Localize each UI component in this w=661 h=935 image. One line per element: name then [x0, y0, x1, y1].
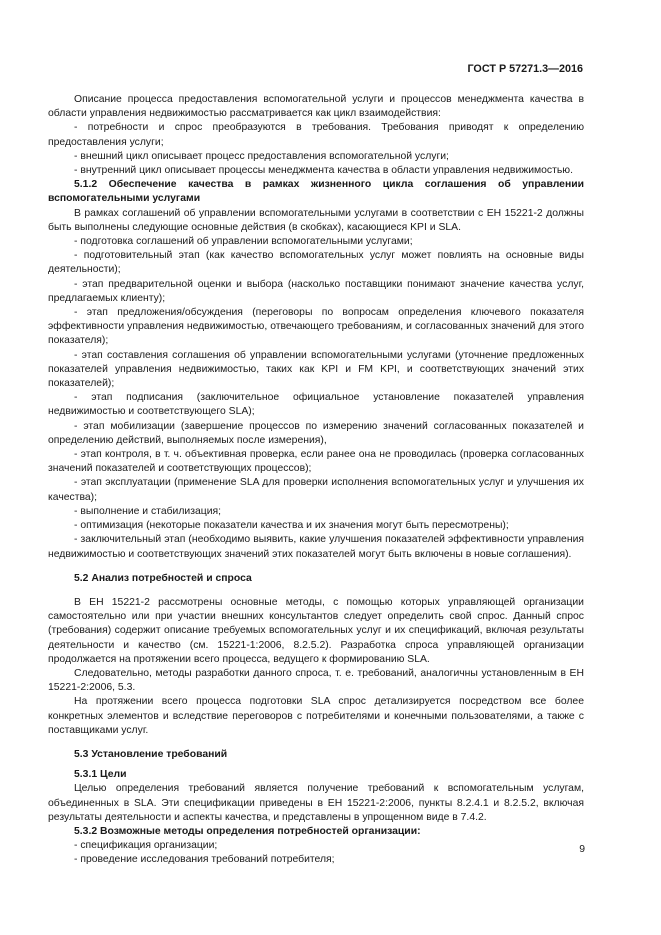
document-body	[48, 93, 584, 868]
section-heading: 5.3.1 Цели	[74, 769, 127, 781]
spacer	[48, 738, 584, 748]
list-item: - подготовка соглашений об управлении вспомогательными услугами;	[74, 236, 413, 248]
list-item: - потребности и спрос преобразуются в требования. Требования приводят к определению предоставления услуги;	[48, 122, 584, 148]
list-item: - оптимизация (некоторые показатели качества и их значения могут быть пересмотрены);	[74, 520, 509, 532]
list-item: - подготовительный этап (как качество вспомогательных услуг может повлиять на основные виды деятельности);	[48, 250, 584, 276]
section-heading: 5.3 Установление требований	[74, 748, 228, 760]
list-item: - проведение исследования требований потребителя;	[74, 854, 335, 866]
section-heading: 5.3.2 Возможные методы определения потребностей организации:	[74, 825, 421, 837]
paragraph: В рамках соглашений об управлении вспомогательными услугами в соответствии с ЕН 15221-2 должны быть выполнены следующие основные действия (в скобках), касающиеся KPI и SLA.	[48, 207, 584, 233]
list-item: - заключительный этап (необходимо выявить, какие улучшения показателей эффективности управления недвижимостью и соответствующих значений этих показателей могут быть включены в новые соглашения).	[48, 534, 584, 560]
list-item: - этап подписания (заключительное официальное установление показателей управления недвижимостью и соответствующего SLA);	[48, 392, 584, 418]
paragraph: Следовательно, методы разработки данного спроса, т. е. требований, аналогичны установленным в ЕН 15221-2:2006, 5.3.	[48, 667, 584, 694]
spacer	[48, 586, 584, 596]
spacer	[48, 562, 584, 572]
paragraph: Целью определения требований является получение требований к вспомогательным услугам, объединенных в SLA. Эти спецификации приведены в ЕН 15221-2:2006, пункты 8.2.4.1 и 8.2.5.2, включая результаты деятельности и аспекты качества, и представлены в упрощенном виде в 7.4.2.	[48, 783, 584, 823]
list-item: - внутренний цикл описывает процессы менеджмента качества в области управления недвижимостью.	[74, 165, 573, 177]
list-item: - внешний цикл описывает процесс предоставления вспомогательной услуги;	[74, 150, 449, 162]
list-item: - выполнение и стабилизация;	[74, 505, 222, 517]
list-item: - этап эксплуатации (применение SLA для проверки исполнения вспомогательных услуг и улучшения их качества);	[48, 477, 584, 503]
paragraph: В ЕН 15221-2 рассмотрены основные методы, с помощью которых управляющей организации самостоятельно или при участии внешних консультантов следует определить свой спрос. Данный спрос (требования) содержит описание требуемых вспомогательных услуг и их спецификаций, включая результаты деятельности и качество (см. 15221-1:2006, 8.2.5.2). Разработка спроса управляющей организации продолжается на протяжении всего процесса, ведущего к формированию SLA.	[48, 596, 584, 665]
list-item: - этап предложения/обсуждения (переговоры по вопросам определения ключевого показателя эффективности управления недвижимостью, отвечающего требованиям, и согласованных значений для этого показателя);	[48, 307, 584, 347]
section-heading: 5.2 Анализ потребностей и спроса	[74, 572, 252, 584]
list-item: - спецификация организации;	[74, 840, 218, 852]
paragraph: Описание процесса предоставления вспомогательной услуги и процессов менеджмента качества в области управления недвижимостью рассматривается как цикл взаимодействия:	[48, 94, 584, 120]
list-item: - этап предварительной оценки и выбора (насколько поставщики понимают значение качества услуг, предлагаемых клиенту);	[48, 278, 584, 304]
list-item: - этап контроля, в т. ч. объективная проверка, если ранее она не проводилась (проверка согласованных значений показателей и соответствующих процессов);	[48, 449, 584, 475]
list-item: - этап мобилизации (завершение процессов по измерению значений согласованных показателей и определению действий, выполняемых после измерения),	[48, 420, 584, 446]
page-number: 9	[579, 844, 585, 855]
list-item: - этап составления соглашения об управлении вспомогательными услугами (уточнение предложенных показателей управления недвижимостью, таких как KPI и FM KPI, и соответствующих значений этих показателей);	[48, 349, 584, 390]
section-heading: 5.1.2 Обеспечение качества в рамках жизненного цикла соглашения об управлении вспомогательными услугами	[48, 179, 584, 205]
document-code: ГОСТ Р 57271.3—2016	[467, 63, 583, 75]
paragraph: На протяжении всего процесса подготовки SLA спрос детализируется посредством все более конкретных элементов и вследствие переговоров с потребителями и конечными пользователями, а также с поставщиками услуг.	[48, 696, 584, 736]
